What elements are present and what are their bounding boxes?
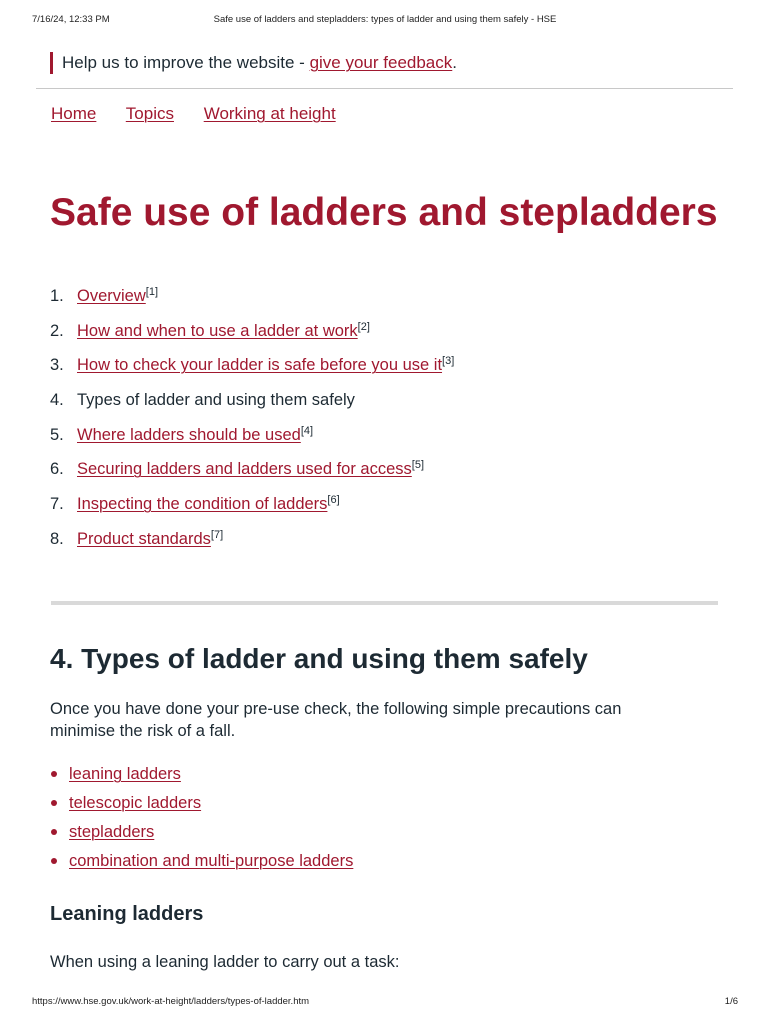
contents-item-number: 8.: [50, 529, 64, 548]
section-heading: 4. Types of ladder and using them safely: [50, 643, 588, 674]
bullet-icon: [51, 858, 57, 864]
link-combination-ladders[interactable]: combination and multi-purpose ladders: [69, 852, 354, 870]
contents-item-ref: [3]: [442, 355, 455, 368]
contents-item: [50, 491, 454, 526]
contents-link-how-and-when[interactable]: How and when to use a ladder at work: [77, 321, 358, 340]
print-date: 7/16/24, 12:33 PM: [32, 14, 110, 25]
contents-item-number: 3.: [50, 356, 64, 375]
contents-item-number: 6.: [50, 460, 64, 479]
contents-link-securing[interactable]: Securing ladders and ladders used for access: [77, 460, 412, 479]
header-divider: [36, 88, 733, 89]
contents-item-number: 7.: [50, 495, 64, 514]
give-feedback-link[interactable]: give your feedback: [309, 53, 453, 72]
bullet-icon: [51, 800, 57, 806]
print-header: [32, 14, 738, 28]
contents-item-ref: [5]: [411, 459, 425, 472]
contents-item: [50, 318, 454, 353]
page-title: Safe use of ladders and stepladders: [50, 191, 718, 234]
bullet-icon: [51, 771, 57, 777]
list-item: [50, 762, 353, 791]
feedback-trailing: .: [452, 53, 457, 72]
contents-current-label: Types of ladder and using them safely: [77, 391, 355, 410]
breadcrumb-working-at-height[interactable]: Working at height: [203, 104, 336, 123]
contents-link-check-ladder[interactable]: How to check your ladder is safe before you use it: [77, 356, 443, 375]
contents-item-current: [50, 387, 454, 422]
contents-item-ref: [6]: [327, 494, 340, 507]
breadcrumb-home[interactable]: Home: [51, 104, 97, 123]
contents-link-inspecting[interactable]: Inspecting the condition of ladders: [77, 495, 328, 514]
contents-item: [50, 456, 454, 491]
contents-item-ref: [7]: [210, 528, 224, 541]
contents-item: [50, 526, 454, 561]
contents-item-number: 5.: [50, 425, 64, 444]
contents-link-product-standards[interactable]: Product standards: [77, 529, 211, 548]
breadcrumb: [51, 103, 361, 125]
print-footer: [32, 996, 738, 1010]
list-item: [50, 820, 353, 849]
print-url: https://www.hse.gov.uk/work-at-height/ladders/types-of-ladder.htm: [32, 996, 310, 1007]
section-divider: [51, 601, 718, 605]
feedback-text: Help us to improve the website -: [62, 53, 310, 72]
contents-item-ref: [2]: [357, 320, 370, 333]
ladder-types-list: [50, 762, 353, 878]
bullet-icon: [51, 829, 57, 835]
leaning-ladders-lead: When using a leaning ladder to carry out a task:: [50, 953, 400, 971]
list-item: [50, 849, 353, 878]
link-stepladders[interactable]: stepladders: [69, 823, 155, 841]
contents-item: [50, 283, 454, 318]
contents-link-overview[interactable]: Overview: [77, 287, 146, 305]
contents-item-ref: [4]: [300, 424, 314, 437]
leaning-ladders-heading: Leaning ladders: [50, 903, 204, 925]
breadcrumb-topics[interactable]: Topics: [125, 104, 174, 123]
feedback-banner: [50, 52, 457, 74]
contents-item: [50, 422, 454, 457]
link-telescopic-ladders[interactable]: telescopic ladders: [69, 794, 202, 812]
print-document-title: Safe use of ladders and stepladders: types of ladder and using them safely - HSE: [213, 14, 557, 25]
section-intro: Once you have done your pre-use check, the following simple precautions can minimise the risk of a fall.: [50, 700, 622, 740]
contents-list: [50, 283, 454, 561]
contents-item-number: 4.: [50, 391, 64, 410]
link-leaning-ladders[interactable]: leaning ladders: [69, 765, 181, 783]
print-page-number: 1/6: [724, 996, 738, 1007]
list-item: [50, 791, 353, 820]
contents-link-where-used[interactable]: Where ladders should be used: [77, 425, 301, 444]
contents-item-ref: [1]: [145, 286, 158, 298]
contents-item-number: 1.: [50, 287, 64, 305]
contents-item-number: 2.: [50, 321, 64, 340]
contents-item: [50, 352, 454, 387]
